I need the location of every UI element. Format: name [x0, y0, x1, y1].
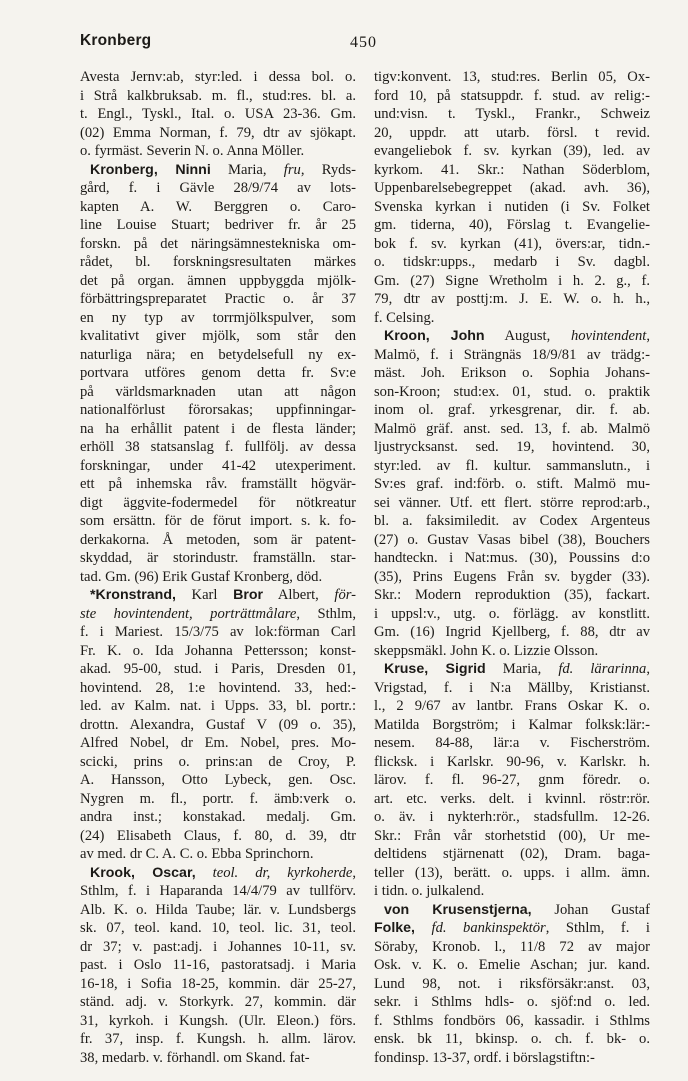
entry-headword: Bror: [233, 587, 264, 603]
text-line: [374, 623, 650, 642]
entry-text: lärov. f. fl. 96-27, gnm föredr. o.: [374, 772, 650, 788]
entry-text: Alfred Nobel, dr Em. Nobel, pres. Mo-: [80, 735, 356, 751]
entry-text: tad. Gm. (96) Erik Gustaf Kronberg, död.: [80, 568, 323, 585]
text-line: [374, 531, 650, 550]
entry-text: 20, uppdr. att utarb. försl. t revid.: [374, 124, 650, 141]
text-line: [80, 660, 356, 679]
entry-first-line: [374, 327, 650, 346]
entry-text: fondinsp. 13-37, ordf. i börslagstiftn:-: [374, 1049, 595, 1066]
text-line: [374, 309, 650, 328]
text-line: [374, 383, 650, 402]
text-line: [374, 753, 650, 772]
text-line: [374, 235, 650, 254]
text-line: [80, 549, 356, 568]
text-line: [80, 938, 356, 957]
entry-text: o. tidskr:upps., medarb i Sv. dagbl.: [374, 254, 650, 270]
entry-text: ensk. bk 11, bkinsp. o. ch. f. bk- o.: [374, 1031, 650, 1047]
text-line: [80, 383, 356, 402]
text-line: [374, 716, 650, 735]
entry-title-italic: hovintendent: [570, 328, 647, 344]
entry-text: skyddad, är storindustr. framställn. star-: [80, 550, 356, 566]
text-line: [374, 975, 650, 994]
text-line: [374, 1049, 650, 1068]
entry-text: Skr.: Från vår storhetstid (00), Ur me-: [374, 827, 650, 844]
text-line: [374, 938, 650, 957]
text-line: [374, 568, 650, 587]
entry-text: derkakorna. Å metoden, som är patent-: [80, 531, 356, 548]
text-line: [80, 235, 356, 254]
text-line: [374, 679, 650, 698]
entry-text: gård, f. i Gävle 28/9/74 av lots-: [80, 180, 356, 196]
text-line: [80, 179, 356, 198]
entry-text: past. i Oslo 11-16, pastoratsadj. i Maria: [80, 957, 356, 973]
entry-headword: Kruse, Sigrid: [384, 661, 486, 677]
entry-first-line: [374, 660, 650, 679]
text-line: [374, 438, 650, 457]
entry-text: akad. 95-00, stud. i Paris, Dresden 01,: [80, 661, 356, 677]
entry-text: t. Engl., Tyskl., Ital. o. USA 23-36. Gm.: [80, 106, 356, 122]
entry-text: ,: [646, 328, 650, 344]
entry-headword: Kroon, John: [384, 328, 485, 344]
running-head-name: Kronberg: [80, 32, 152, 49]
text-line: [80, 808, 356, 827]
text-line: [374, 993, 650, 1012]
entry-text: portvara utföres genom detta fr. Sv:e: [80, 365, 356, 381]
entry-text: scicki, prins o. prins:an de Croy, P.: [80, 753, 356, 770]
entry-text: na ha erhållit patent i de flesta länder;: [80, 420, 356, 437]
entry-text: (35), Prins Eugens Från sv. bygder (33).: [374, 568, 650, 585]
text-line: [374, 734, 650, 753]
text-line: [80, 845, 356, 864]
entry-text: förbättringspreparatet Practic o. år 37: [80, 291, 356, 307]
entry-text: (24) Elisabeth Claus, f. 80, d. 39, dtr: [80, 827, 356, 844]
text-line: [80, 142, 356, 161]
text-line: [374, 605, 650, 624]
text-line: [80, 420, 356, 439]
entry-text: i tidn. o. julkalend.: [374, 883, 485, 899]
entry-text: , Sthlm, f. i: [545, 920, 650, 936]
text-line: [374, 882, 650, 901]
entry-text: Uppenbarelsebegreppet (akad. avh. 36),: [374, 180, 650, 196]
entry-text: Karl: [175, 587, 234, 603]
entry-text: Sv:es graf. ind:förb. o. stift. Malmö mu-: [374, 476, 650, 492]
entry-text: ,: [646, 661, 650, 677]
text-line: [374, 697, 650, 716]
text-line: [80, 494, 356, 513]
entry-title-italic: fru: [283, 161, 301, 178]
entry-text: sekr. i Sthlms hdls- o. sjöf:nd o. led.: [374, 994, 650, 1010]
entry-text: [196, 865, 213, 881]
entry-text: flicksk. i Karlskr. 90-96, v. Karlskr. h.: [374, 753, 650, 770]
entry-text: sei vänner. Utf. ett flert. större reprod:arb.,: [374, 494, 650, 511]
entry-text: mäst. Joh. Erikson o. Sophia Johans-: [374, 365, 650, 381]
text-line: [374, 290, 650, 309]
entry-text: , Ryds-: [300, 161, 356, 178]
entry-text: und:visn. t. Tyskl., Frankr., Schweiz: [374, 106, 650, 122]
text-line: [80, 1012, 356, 1031]
entry-text: Malmö, f. i Strängnäs 18/9/81 av trädg:-: [374, 346, 650, 363]
text-line: [374, 1012, 650, 1031]
entry-text: 38, medarb. v. förhandl. om Skand. fat-: [80, 1049, 310, 1066]
entry-text: dr 37; v. past:adj. i Johannes 10-11, sv.: [80, 938, 356, 955]
text-line: [80, 1030, 356, 1049]
entry-text: hovintend. 28, 1:e hovintend. 33, hed:-: [80, 679, 356, 696]
entry-text: Svenska kyrkan i nutiden (i Sv. Folket: [374, 198, 650, 215]
text-line: [80, 272, 356, 291]
entry-text: Skr.: Modern reproduktion (35), fackart.: [374, 587, 650, 603]
entry-text: f. i Mariest. 15/3/75 av lok:förman Carl: [80, 624, 356, 640]
entry-title-italic: ste hovintendent, porträttmålare: [80, 605, 297, 622]
text-line: [374, 956, 650, 975]
text-line: [80, 827, 356, 846]
text-line: [80, 531, 356, 550]
entry-text: fr. 37, insp. f. Kungsh. h. allm. lärov.: [80, 1031, 356, 1047]
entry-text: erhöll 38 statsanslag f. fullfölj. av dessa: [80, 439, 356, 455]
entry-text: Sthlm, f. i Haparanda 14/4/79 av tullförv.: [80, 883, 356, 899]
entry-text: digt äggvite-fodermedel för nötkreatur: [80, 494, 356, 511]
text-line: [374, 105, 650, 124]
entry-title-italic: för-: [334, 587, 356, 603]
text-line: [374, 420, 650, 439]
text-line: [80, 623, 356, 642]
entry-text: tigv:konvent. 13, stud:res. Berlin 05, Ox-: [374, 69, 650, 85]
entry-text: ett på inhemska råv. framställt högvär-: [80, 476, 356, 492]
text-line: [80, 309, 356, 328]
text-line: [80, 771, 356, 790]
entry-headword: Krook, Oscar,: [90, 864, 196, 881]
entry-text: Maria,: [485, 661, 559, 677]
text-line: [80, 568, 356, 587]
text-line: [374, 68, 650, 87]
text-line: [80, 734, 356, 753]
text-line: [374, 642, 650, 661]
entry-text: o. äv. i nykterh:rör., stadsfullm. 12-26.: [374, 809, 650, 825]
entry-title-italic: teol. dr, kyrkoherde: [212, 864, 353, 881]
entry-text: kapten A. W. Berggren o. Caro-: [80, 198, 356, 215]
entry-text: [415, 920, 432, 936]
entry-text: led. av Kalm. nat. i Upps. 33, bl. portr.:: [80, 698, 356, 714]
entry-text: gm. tiderna, 40), Förslag t. Evangelie-: [374, 217, 650, 233]
text-line: [374, 845, 650, 864]
entry-text: forskn. på det näringsämnestekniska om-: [80, 235, 356, 252]
entry-text: kyrkom. 41. Skr.: Nathan Söderblom,: [374, 161, 650, 178]
entry-text: son-Kroon; stud:ex. 01, stud. o. praktik: [374, 383, 650, 400]
entry-text: , Sthlm,: [296, 605, 356, 622]
text-line: [80, 124, 356, 143]
text-line: [374, 87, 650, 106]
text-line: [80, 216, 356, 235]
text-line: [374, 179, 650, 198]
entry-text: Albert,: [263, 587, 335, 603]
text-line: [374, 198, 650, 217]
text-line: [80, 401, 356, 420]
entry-text: Lund 98, not. i riksförsäkr:anst. 03,: [374, 975, 650, 992]
entry-text: August,: [484, 328, 571, 344]
entry-text: evangeliebok f. sv. kyrkan (39), led. av: [374, 143, 650, 159]
text-line: [80, 679, 356, 698]
text-line: [80, 956, 356, 975]
text-line: [80, 475, 356, 494]
text-line: [80, 882, 356, 901]
entry-text: ständ. adj. v. Storkyrk. 27, kommin. där: [80, 994, 356, 1010]
entry-text: f. Celsing.: [374, 309, 435, 326]
entry-text: drottn. Alexandra, Gustaf V (09 o. 35),: [80, 716, 356, 733]
text-line: [374, 1030, 650, 1049]
entry-text: naturliga nära; en betydelsefull ny ex-: [80, 346, 356, 363]
entry-text: på världsmarknaden utan att någon: [80, 383, 356, 400]
text-line: [80, 198, 356, 217]
entry-text: teller (13), berätt. o. upps. i allm. ämn.: [374, 864, 650, 881]
entry-text: Johan Gustaf: [531, 901, 650, 918]
text-line: [80, 253, 356, 272]
entry-text: Söraby, Kronob. l., 11/8 72 av major: [374, 938, 650, 955]
entry-text: bl. a. faksimiledit. av Codex Argenteus: [374, 513, 650, 529]
entry-text: Gm. (27) Signe Wretholm i h. 2. g., f.: [374, 272, 650, 289]
entry-text: Avesta Jernv:ab, styr:led. i dessa bol. o.: [80, 69, 356, 85]
text-line: [374, 161, 650, 180]
entry-text: ljustrycksanst. sed. 19, hovintend. 30,: [374, 439, 650, 455]
entry-first-line: [80, 586, 356, 605]
entry-first-line: [374, 901, 650, 920]
page-number: 450: [350, 34, 377, 51]
entry-headword: von Krusenstjerna,: [384, 901, 532, 918]
entry-text: det på organ. ämnen uppbyggda mjölk-: [80, 272, 356, 289]
entry-text: Osk. v. K. o. Emelie Aschan; jur. kand.: [374, 957, 650, 973]
entry-text: andra inst.; konstakad. medalj. Gm.: [80, 809, 356, 825]
entry-text: bok f. sv. kyrkan (41), övers:ar, tidn.-: [374, 235, 650, 252]
text-line: [374, 808, 650, 827]
entry-text: som ersättn. för de förut import. s. k. fo-: [80, 513, 356, 529]
text-line: [80, 68, 356, 87]
text-line: [374, 475, 650, 494]
entry-text: kvalitativt giver mjölk, som står den: [80, 328, 356, 344]
text-line: [80, 346, 356, 365]
entry-text: 31, kyrkoh. i Kungsh. (Ulr. Eleon.) förs.: [80, 1012, 356, 1029]
entry-first-line: [80, 864, 356, 883]
text-line: [80, 993, 356, 1012]
entry-text: Maria,: [210, 161, 284, 178]
entry-text: deltidens stjärnenatt (02), Dram. baga-: [374, 846, 650, 862]
entry-text: Gm. (16) Ingrid Kjellberg, f. 88, dtr av: [374, 624, 650, 640]
text-line: [374, 864, 650, 883]
running-head: [80, 28, 660, 56]
text-line: [80, 512, 356, 531]
text-line: [80, 105, 356, 124]
entry-text: av med. dr C. A. C. o. Ebba Sprinchorn.: [80, 846, 314, 862]
text-line: [80, 290, 356, 309]
entry-text: styr:led. av fl. kultur. sammanslutn., i: [374, 457, 650, 474]
entry-text: Nygren m. fl., portr. f. ämb:verk o.: [80, 790, 356, 807]
text-line: [374, 457, 650, 476]
entry-headword: *Kronstrand,: [90, 587, 176, 603]
text-line: [80, 901, 356, 920]
text-line: [80, 1049, 356, 1068]
text-line: [374, 142, 650, 161]
text-line: [374, 827, 650, 846]
text-line: [374, 494, 650, 513]
text-line: [374, 216, 650, 235]
text-line: [80, 790, 356, 809]
entry-text: l., 2 9/67 av lantbr. Frans Oskar K. o.: [374, 698, 650, 714]
text-line: [80, 975, 356, 994]
entry-text: (27) o. Gustav Vasas bibel (38), Bouchers: [374, 531, 650, 548]
entry-text: Malmö gräf. anst. sed. 13, f. ab. Malmö: [374, 420, 650, 437]
text-line: [80, 364, 356, 383]
text-line: [374, 253, 650, 272]
entry-text: Vrigstad, f. i N:a Mällby, Kristianst.: [374, 679, 650, 696]
entry-headword: Kronberg, Ninni: [90, 161, 211, 178]
entry-text: forskningar, under 41-42 utexperiment.: [80, 457, 356, 474]
text-line: [374, 919, 650, 938]
text-line: [374, 364, 650, 383]
entry-text: nationalförlust förorsakas; uppfinningar-: [80, 402, 356, 418]
text-line: [80, 438, 356, 457]
text-line: [374, 272, 650, 291]
entry-text: skeppsmäkl. John K. o. Lizzie Olsson.: [374, 642, 599, 659]
entry-text: i Strå kalkbruksab. m. fl., stud:res. bl. a.: [80, 87, 356, 104]
entry-text: 16-18, i Sofia 18-25, kommin. där 25-27,: [80, 975, 356, 992]
entry-text: ,: [352, 864, 356, 881]
entry-text: nesem. 84-88, lär:a v. Fischerström.: [374, 735, 650, 751]
entry-text: en ny typ av torrmjölkspulver, som: [80, 309, 356, 326]
entry-headword: Folke,: [374, 920, 415, 936]
entry-text: Fr. K. o. Ida Johanna Pettersson; konst-: [80, 642, 356, 659]
text-line: [80, 919, 356, 938]
text-line: [80, 697, 356, 716]
text-line: [80, 457, 356, 476]
entry-text: A. Hansson, Otto Lybeck, gen. Osc.: [80, 772, 356, 788]
left-column: [80, 68, 356, 1067]
right-column: [374, 68, 650, 1067]
text-line: [80, 605, 356, 624]
entry-text: art. etc. verks. delt. i kvinnl. röstr:rör.: [374, 790, 650, 807]
text-line: [80, 87, 356, 106]
entry-text: inom ol. graf. yrkesgrenar, dir. f. ab.: [374, 402, 650, 418]
entry-text: rådet, bl. forskningsresultaten märkes: [80, 254, 356, 270]
entry-text: f. Sthlms fondbörs 06, kassadir. i Sthlms: [374, 1012, 650, 1029]
entry-text: handteckn. i Nat:mus. (30), Poussins d:o: [374, 550, 650, 566]
entry-text: ford 10, på statsuppdr. f. stud. av relig:-: [374, 87, 650, 104]
entry-text: 79, dtr av posttj:m. J. E. W. o. h. h.,: [374, 291, 650, 307]
text-line: [80, 327, 356, 346]
entry-first-line: [80, 161, 356, 180]
entry-text: i uppsl:v., utg. o. förlägg. av konstlitt.: [374, 605, 650, 622]
text-line: [374, 346, 650, 365]
text-line: [374, 512, 650, 531]
text-line: [80, 642, 356, 661]
text-line: [374, 771, 650, 790]
text-line: [80, 716, 356, 735]
entry-text: line Louise Stuart; bedriver fr. år 25: [80, 217, 356, 233]
text-line: [374, 549, 650, 568]
entry-title-italic: fd. lärarinna: [558, 661, 647, 677]
entry-text: sk. 07, teol. kand. 10, teol. lic. 31, teol.: [80, 920, 356, 936]
text-line: [374, 124, 650, 143]
text-line: [374, 586, 650, 605]
text-line: [374, 401, 650, 420]
entry-text: Alb. K. o. Hilda Taube; lär. v. Lundsbergs: [80, 901, 356, 918]
text-line: [80, 753, 356, 772]
entry-text: o. fyrmäst. Severin N. o. Anna Möller.: [80, 143, 305, 159]
entry-text: (02) Emma Norman, f. 79, dtr av sjökapt.: [80, 124, 356, 141]
entry-text: Matilda Borgström; i Kalmar folksk:lär:-: [374, 716, 650, 733]
text-line: [374, 790, 650, 809]
entry-title-italic: fd. bankinspektör: [431, 920, 546, 936]
